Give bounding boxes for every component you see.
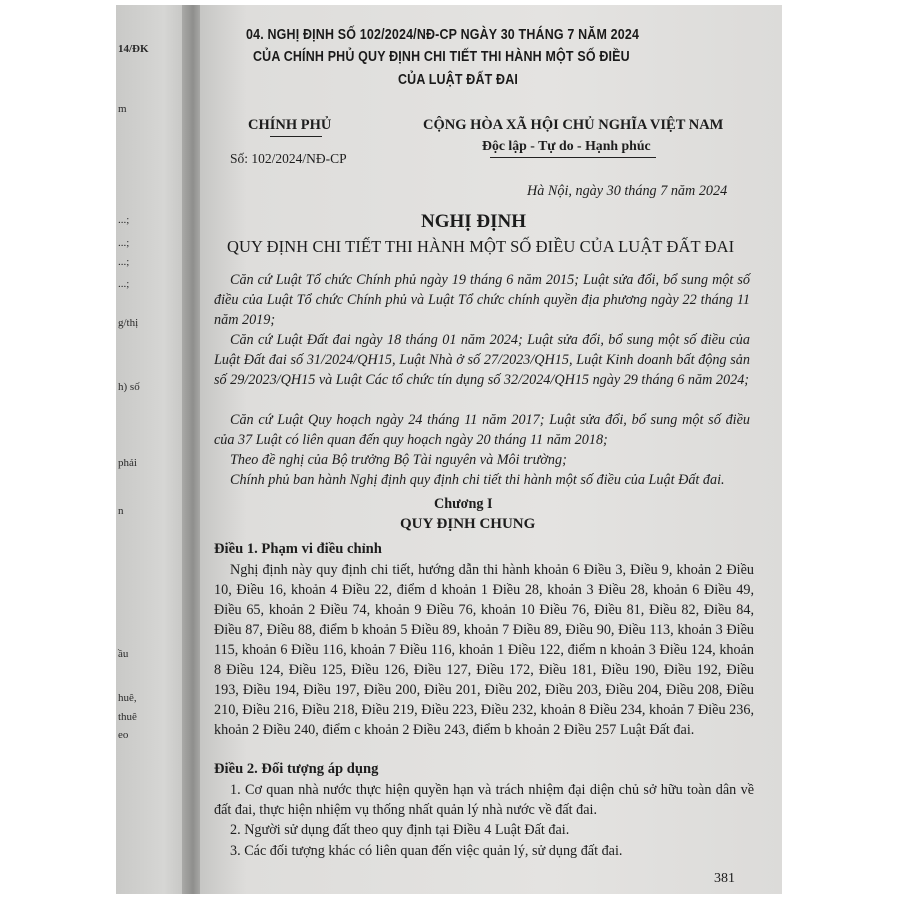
left-fragment: ầu — [118, 648, 129, 660]
left-fragment: ...; — [118, 278, 130, 290]
motto-underline — [490, 157, 656, 158]
chapter-title: QUY ĐỊNH CHUNG — [400, 516, 536, 532]
article-2-heading: Điều 2. Đối tượng áp dụng — [214, 761, 379, 777]
article-1-heading: Điều 1. Phạm vi điều chỉnh — [214, 541, 382, 557]
preamble-paragraph: Theo đề nghị của Bộ trưởng Bộ Tài nguyên và Môi trường; — [230, 452, 567, 468]
preamble-paragraph: Căn cứ Luật Đất đai ngày 18 tháng 01 năm 2024; Luật sửa đổi, bổ sung một số điều của Luật Đất đai số 31/2024/QH15, Luật Nhà ở số 27/2023/QH15, Luật Kinh doanh bất động sản số 29/2023/QH15 và Luật Các tổ chức tín dụng số 32/2024/QH15 ngày 29 tháng 6 năm 2024; — [214, 332, 750, 388]
article-1-text: Nghị định này quy định chi tiết, hướng dẫn thi hành khoản 6 Điều 3, Điều 9, khoản 2 Điều 10, Điều 16, khoản 4 Điều 22, điểm d khoản 1 Điều 28, khoản 3 Điều 28, khoản 6 Điều 49, Điều 65, khoản 2 Điều 74, khoản 9 Điều 76, khoản 10 Điều 76, Điều 81, Điều 82, Điều 84, Điều 87, Điều 88, điểm b khoản 5 Điều 89, khoản 7 Điều 89, Điều 90, Điều 113, khoản 3 Điều 115, khoản 6 Điều 116, khoản 7 Điều 116, khoản 1 Điều 122, điểm n khoản 3 Điều 124, khoản 8 Điều 124, Điều 125, Điều 126, Điều 127, Điều 172, Điều 181, Điều 190, Điều 192, Điều 193, Điều 194, Điều 197, Điều 200, Điều 201, Điều 202, Điều 203, Điều 204, Điều 208, Điều 210, Điều 216, Điều 218, Điều 219, Điều 223, Điều 232, khoản 8 Điều 234, khoản 7 Điều 236, khoản 2 Điều 240, điểm c khoản 2 Điều 243, điểm b khoản 2 Điều 257 Luật Đất đai. — [214, 562, 754, 738]
left-fragment: n — [118, 505, 124, 517]
left-fragment: g/thị — [118, 317, 139, 329]
left-fragment: 14/ĐK — [118, 43, 149, 55]
nation-name: CỘNG HÒA XÃ HỘI CHỦ NGHĨA VIỆT NAM — [423, 117, 724, 133]
left-fragment: thuê — [118, 711, 137, 723]
document-title-line2: CỦA CHÍNH PHỦ QUY ĐỊNH CHI TIẾT THI HÀNH MỘT SỐ ĐIỀU — [253, 49, 630, 65]
decree-subtitle: QUY ĐỊNH CHI TIẾT THI HÀNH MỘT SỐ ĐIỀU CỦA LUẬT ĐẤT ĐAI — [227, 237, 735, 256]
decree-number: Số: 102/2024/NĐ-CP — [230, 151, 347, 166]
left-fragment: ...; — [118, 237, 130, 249]
preamble-paragraph: Căn cứ Luật Quy hoạch ngày 24 tháng 11 năm 2017; Luật sửa đổi, bổ sung một số điều của 37 Luật có liên quan đến quy hoạch ngày 20 tháng 11 năm 2018; — [214, 412, 750, 448]
book-photo — [116, 5, 782, 894]
right-page — [200, 5, 782, 894]
issuing-agency: CHÍNH PHỦ — [248, 117, 332, 133]
left-fragment: eo — [118, 729, 129, 741]
article-2-item: 2. Người sử dụng đất theo quy định tại Điều 4 Luật Đất đai. — [230, 822, 570, 838]
national-motto: Độc lập - Tự do - Hạnh phúc — [482, 138, 651, 153]
document-title-line3: CỦA LUẬT ĐẤT ĐAI — [398, 72, 519, 88]
article-2-item: 3. Các đối tượng khác có liên quan đến việc quản lý, sử dụng đất đai. — [230, 843, 623, 859]
left-fragment: h) số — [118, 381, 140, 393]
decree-title: NGHỊ ĐỊNH — [421, 211, 527, 232]
left-fragment: phải — [118, 457, 137, 469]
preamble-paragraph: Căn cứ Luật Tổ chức Chính phủ ngày 19 tháng 6 năm 2015; Luật sửa đổi, bổ sung một số điều của Luật Tổ chức Chính phủ và Luật Tổ chức chính quyền địa phương ngày 22 tháng 11 năm 2019; — [214, 272, 750, 328]
page-number: 381 — [714, 871, 735, 886]
place-date: Hà Nội, ngày 30 tháng 7 năm 2024 — [527, 183, 728, 199]
left-fragment: ...; — [118, 256, 130, 268]
agency-underline — [270, 136, 322, 137]
document-title-line1: 04. NGHỊ ĐỊNH SỐ 102/2024/NĐ-CP NGÀY 30 THÁNG 7 NĂM 2024 — [246, 27, 640, 43]
preamble-paragraph: Chính phủ ban hành Nghị định quy định chi tiết thi hành một số điều của Luật Đất đai. — [230, 472, 725, 488]
chapter-number: Chương I — [434, 496, 493, 512]
left-fragment: huê, — [118, 692, 137, 704]
left-fragment: ...; — [118, 214, 130, 226]
article-2-item: 1. Cơ quan nhà nước thực hiện quyền hạn và trách nhiệm đại diện chủ sở hữu toàn dân về đất đai, thực hiện nhiệm vụ thống nhất quản lý nhà nước về đất đai. — [214, 782, 754, 818]
left-fragment: m — [118, 103, 127, 115]
